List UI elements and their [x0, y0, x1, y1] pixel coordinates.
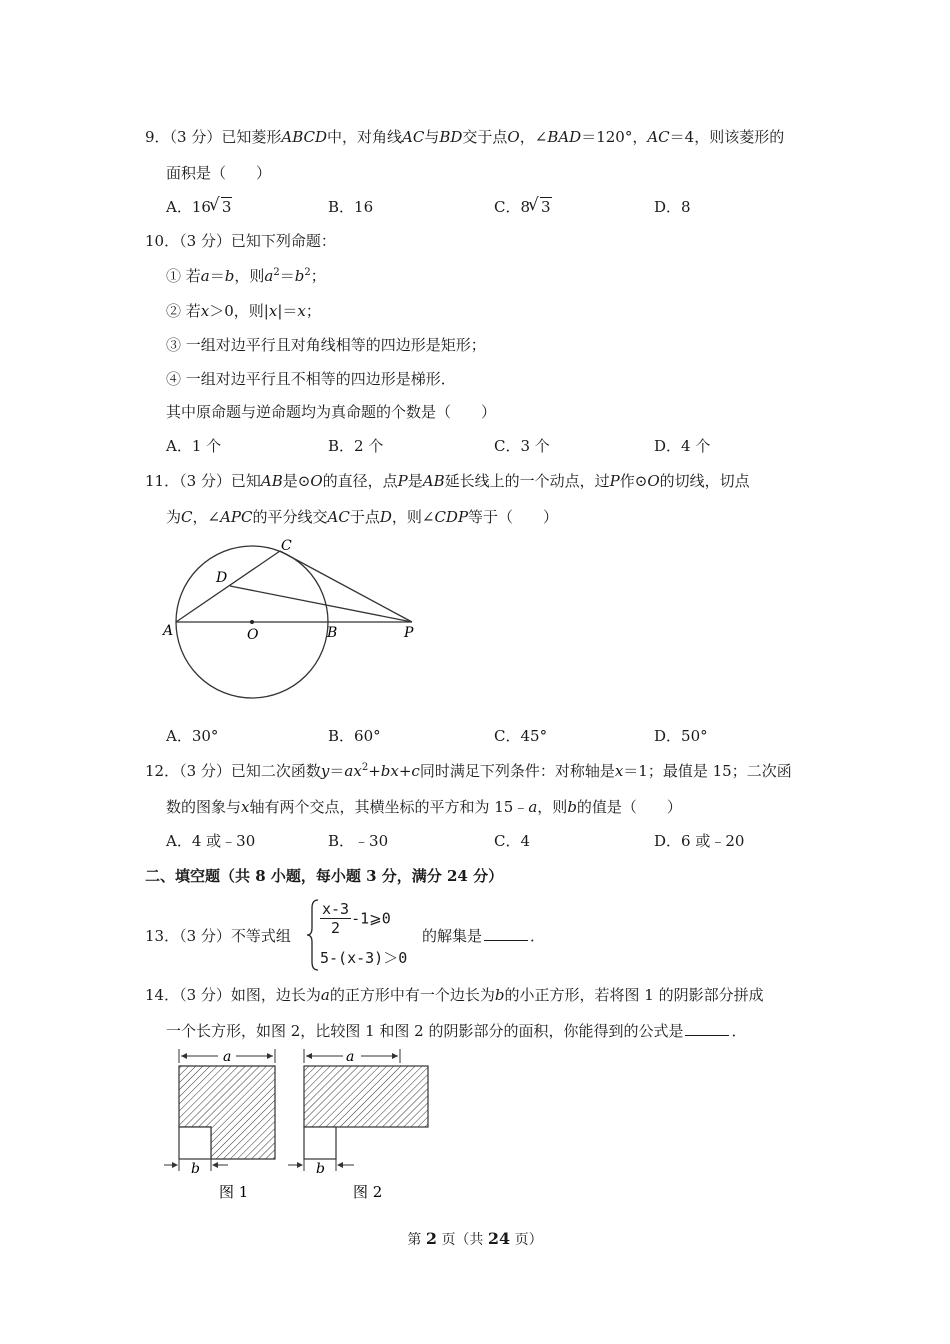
q12-line2: 数的图象与x轴有两个交点，其横坐标的平方和为 15﹣a，则b的值是（ ）: [166, 798, 682, 816]
q12-line1: 12．（3 分）已知二次函数$y=ax^2+bx+c$同时满足下列条件：对称轴是x＝1；最值是 15；二次函: [145, 762, 792, 780]
q10-proposition-4: ④ 一组对边平行且不相等的四边形是梯形．: [166, 370, 456, 388]
q9-line1: 9．（3 分）已知菱形ABCD中，对角线AC与BD交于点O，∠BAD＝120°，AC＝4，则该菱形的: [145, 128, 785, 146]
section-heading: 二、填空题（共 8 小题，每小题 3 分，满分 24 分）: [145, 867, 504, 885]
q11-option-b: B．60°: [328, 727, 381, 745]
q12-option-b: B．﹣30: [328, 832, 389, 850]
q10-option-a: A．1 个: [166, 437, 222, 455]
label-p: P: [404, 625, 414, 641]
fig1-caption: 图 1: [219, 1183, 249, 1201]
figure-2: [288, 1049, 428, 1201]
q14-line2: 一个长方形，如图 2，比较图 1 和图 2 的阴影部分的面积，你能得到的公式是 ．: [166, 1022, 747, 1040]
fig1-label-a: a: [223, 1049, 232, 1065]
q11-line2: 为C，∠APC的平分线交AC于点D，则∠CDP等于（ ）: [166, 508, 559, 526]
label-a: A: [163, 623, 174, 639]
center-dot: [250, 620, 254, 624]
sqrt-symbol: √ 3: [530, 196, 552, 218]
q10-option-c: C．3 个: [494, 437, 550, 455]
q10-stem: 10．（3 分）已知下列命题：: [145, 232, 336, 250]
q9-line2: 面积是（ ）: [166, 164, 272, 182]
q14-line1: 14．（3 分）如图，边长为a的正方形中有一个边长为b的小正方形，若将图 1 的阴影部分拼成: [145, 986, 764, 1004]
inequality-2: 5-(x-3)＞0: [320, 949, 408, 967]
answer-blank[interactable]: [685, 1021, 729, 1036]
q11-circle-figure: [160, 535, 430, 720]
label-d: D: [216, 570, 228, 586]
label-c: C: [281, 538, 292, 554]
q9-option-a: A．16√ 3: [166, 196, 232, 218]
fig1-label-b: b: [191, 1161, 200, 1177]
q11-option-c: C．45°: [494, 727, 548, 745]
q10-option-b: B．2 个: [328, 437, 384, 455]
q11-line1: 11．（3 分）已知AB是⊙O的直径，点P是AB延长线上的一个动点，过P作⊙O的切线，切点: [145, 472, 750, 490]
line-cp: [280, 551, 412, 622]
q11-option-d: D．50°: [654, 727, 708, 745]
q10-option-d: D．4 个: [654, 437, 711, 455]
answer-blank[interactable]: [484, 926, 528, 941]
inequality-1: $\frac{x-3}{2}$ -1⩾0: [322, 900, 391, 937]
label-o: O: [247, 627, 259, 643]
q10-question: 其中原命题与逆命题均为真命题的个数是（ ）: [166, 403, 497, 421]
q13-stem: 13．（3 分）不等式组: [145, 927, 291, 945]
q10-proposition-2: ② 若x＞0，则|x|＝x；: [166, 302, 321, 320]
q12-option-c: C．4: [494, 832, 531, 850]
q10-proposition-1: ① 若a＝b，则$a^2=b^2$；: [166, 267, 326, 285]
system-brace: [306, 898, 320, 972]
q13-tail: 的解集是 ．: [422, 927, 546, 945]
q11-option-a: A．30°: [166, 727, 219, 745]
sqrt-symbol: √ 3: [211, 196, 233, 218]
q12-option-d: D．6 或﹣20: [654, 832, 745, 850]
q14-figures: [160, 1045, 450, 1205]
line-ac: [176, 551, 280, 622]
q9-option-c: C．8√ 3: [494, 196, 552, 218]
fig2-label-b: b: [316, 1161, 325, 1177]
page-footer: 第 2 页（共 24 页）: [407, 1229, 543, 1248]
label-b: B: [327, 625, 338, 641]
fig2-label-a: a: [346, 1049, 355, 1065]
figure-1: [164, 1049, 275, 1201]
fig2-caption: 图 2: [353, 1183, 383, 1201]
q9-option-b: B．16: [328, 198, 374, 216]
q9-option-d: D．8: [654, 198, 691, 216]
q12-option-a: A．4 或﹣30: [166, 832, 256, 850]
q10-proposition-3: ③ 一组对边平行且对角线相等的四边形是矩形；: [166, 336, 486, 354]
